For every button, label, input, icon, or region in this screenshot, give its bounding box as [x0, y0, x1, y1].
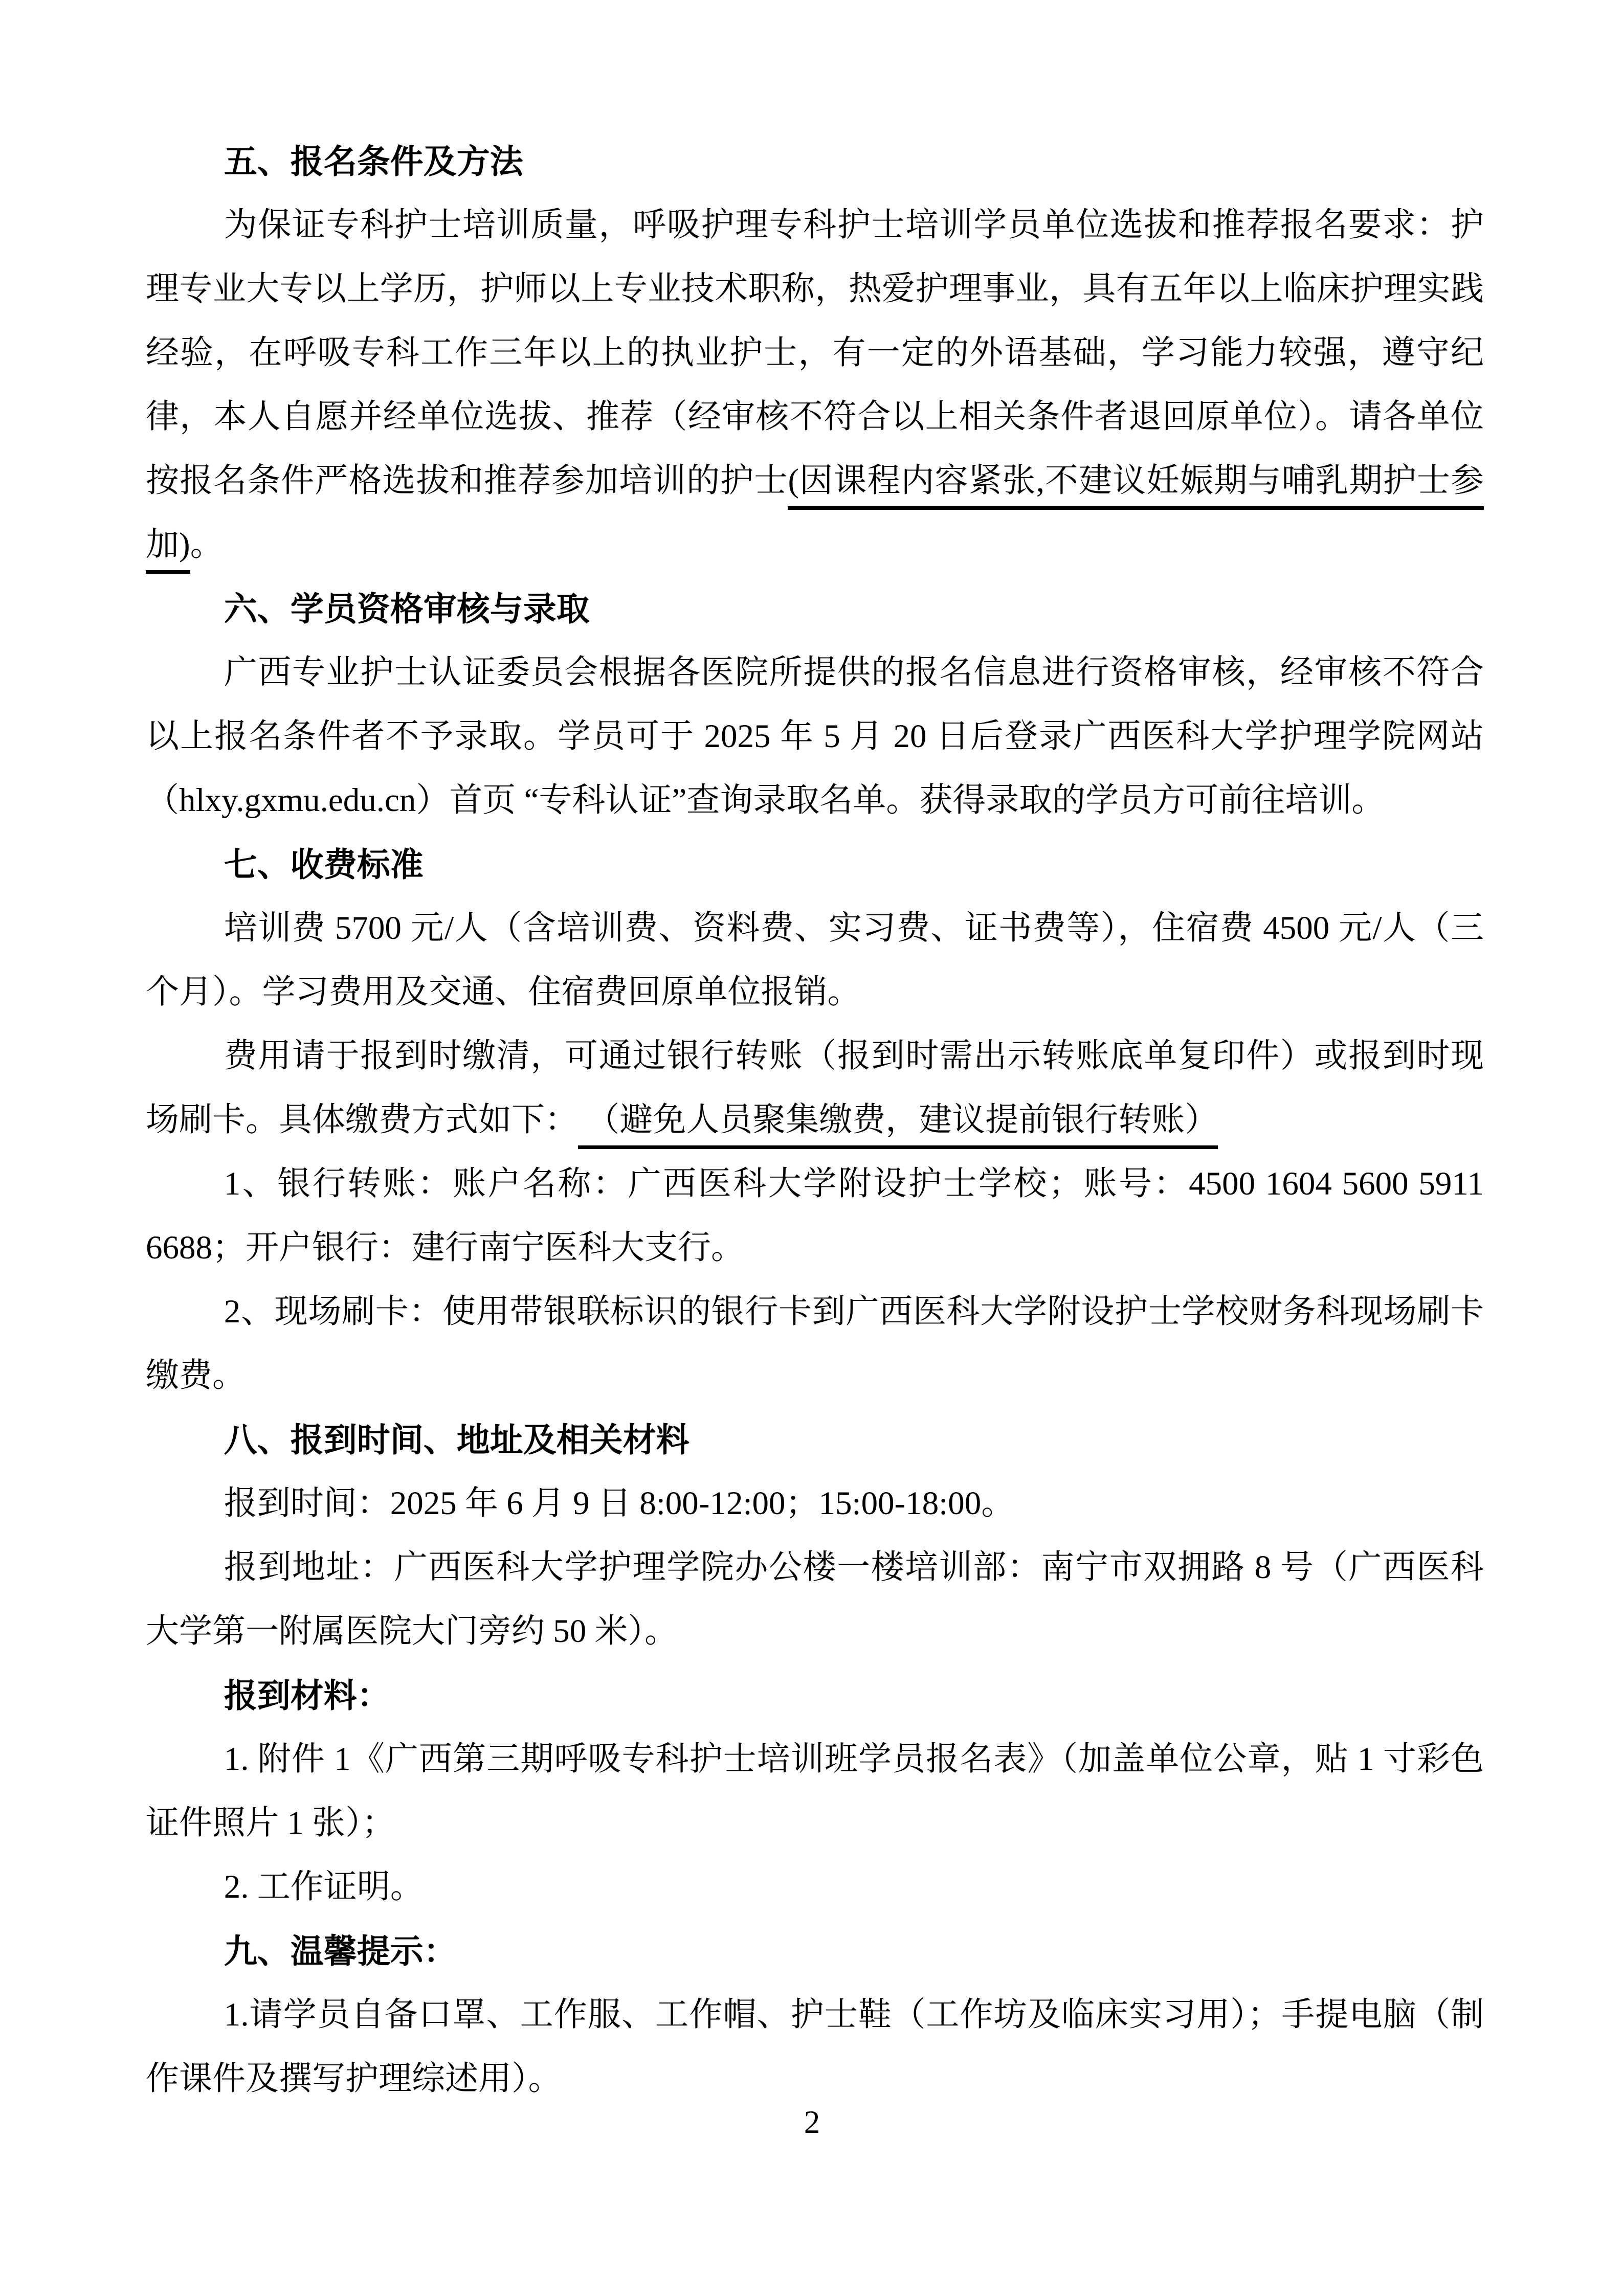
paragraph	[146, 1727, 1484, 1855]
section-heading: 七、收费标准	[224, 846, 424, 883]
text-segment: 1、银行转账：账户名称：广西医科大学附设护士学校；账号：4500 1604 5600 5911 6688；开户银行：建行南宁医科大支行。	[146, 1165, 1484, 1266]
section-heading: 六、学员资格审核与录取	[224, 590, 590, 627]
paragraph	[146, 193, 1484, 577]
paragraph	[146, 1536, 1484, 1663]
paragraph	[146, 1855, 1484, 1919]
text-segment: 2. 工作证明。	[224, 1869, 424, 1905]
text-segment: 培训费 5700 元/人（含培训费、资料费、实习费、证书费等），住宿费 4500 元/人（三个月）。学习费用及交通、住宿费回原单位报销。	[146, 910, 1484, 1010]
paragraph	[146, 1152, 1484, 1280]
text-segment: 。	[190, 526, 224, 563]
page-number: 2	[804, 2104, 820, 2140]
paragraph	[146, 896, 1484, 1024]
text-segment: 广西专业护士认证委员会根据各医院所提供的报名信息进行资格审核，经审核不符合以上报名条件者不予录取。学员可于 2025 年 5 月 20 日后登录广西医科大学护理学院网站（hlxy.gxmu.edu.cn）首页 “专科认证”查询录取名单。获得录取的学员方可前往培训。	[146, 654, 1484, 819]
page-footer	[0, 2102, 1624, 2143]
text-segment: 2、现场刷卡：使用带银联标识的银行卡到广西医科大学附设护士学校财务科现场刷卡缴费。	[146, 1293, 1484, 1394]
text-segment: 为保证专科护士培训质量，呼吸护理专科护士培训学员单位选拔和推荐报名要求：护理专业大专以上学历，护师以上专业技术职称，热爱护理事业，具有五年以上临床护理实践经验，在呼吸专科工作三年以上的执业护士，有一定的外语基础，学习能力较强，遵守纪律，本人自愿并经单位选拔、推荐（经审核不符合以上相关条件者退回原单位）。请各单位按报名条件严格选拔和推荐参加培训的护士	[146, 207, 1484, 499]
paragraph	[146, 1024, 1484, 1152]
section-heading: 报到材料：	[224, 1677, 390, 1714]
section-heading: 九、温馨提示：	[224, 1932, 457, 1970]
text-segment: 报到地址：广西医科大学护理学院办公楼一楼培训部：南宁市双拥路 8 号（广西医科大学第一附属医院大门旁约 50 米）。	[146, 1549, 1484, 1650]
paragraph	[146, 641, 1484, 832]
underlined-text-segment: (因课程内容紧张,不建议妊娠期与哺乳期护士参加)	[146, 462, 1484, 574]
section-heading: 五、报名条件及方法	[224, 143, 523, 180]
document-body	[146, 129, 1484, 2111]
paragraph	[146, 1983, 1484, 2111]
section-heading: 八、报到时间、地址及相关材料	[224, 1421, 689, 1458]
text-segment: 报到时间：2025 年 6 月 9 日 8:00-12:00；15:00-18:00。	[224, 1485, 1015, 1522]
text-segment: 1. 附件 1《广西第三期呼吸专科护士培训班学员报名表》（加盖单位公章，贴 1 寸彩色证件照片 1 张）；	[146, 1741, 1484, 1841]
text-segment: 费用请于报到时缴清，可通过银行转账（报到时需出示转账底单复印件）或报到时现场刷卡。具体缴费方式如下：	[146, 1038, 1484, 1138]
underlined-text-segment: （避免人员聚集缴费，建议提前银行转账）	[578, 1101, 1218, 1149]
text-segment: 1.请学员自备口罩、工作服、工作帽、护士鞋（工作坊及临床实习用）；手提电脑（制作课件及撰写护理综述用）。	[146, 1996, 1484, 2097]
paragraph	[146, 1472, 1484, 1536]
paragraph	[146, 1280, 1484, 1408]
